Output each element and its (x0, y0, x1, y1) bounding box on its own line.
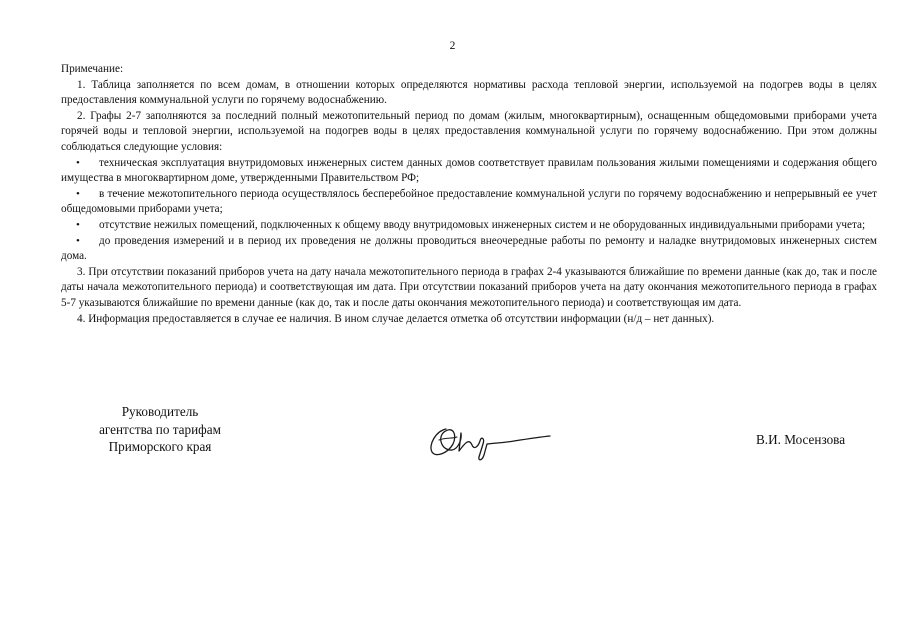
bullet-icon: • (76, 218, 80, 231)
bullet-icon: • (76, 187, 80, 200)
notes-section (61, 62, 877, 327)
bullet-item (61, 187, 877, 218)
bullet-text: отсутствие нежилых помещений, подключенных к общему вводу внутридомовых инженерных систем и не оборудованных индивидуальными приборами учета; (99, 218, 866, 231)
handwritten-signature (424, 415, 552, 465)
bullet-text: в течение межотопительного периода осуществлялось бесперебойное предоставление коммунальной услуги по горячему водоснабжению и непрерывный ее учет общедомовыми приборами учета; (61, 187, 877, 216)
signatory-title (80, 403, 240, 456)
bullet-icon: • (76, 234, 80, 247)
bullet-item (61, 234, 877, 265)
bullet-text: до проведения измерений и в период их проведения не должны проводиться внеочередные работы по ремонту и наладке внутридомовых инженерных систем дома. (61, 234, 877, 263)
bullet-text: техническая эксплуатация внутридомовых инженерных систем данных домов соответствует правилам пользования жилыми помещениями и содержания общего имущества в многоквартирном доме, утвержденными Правительством РФ; (61, 156, 877, 185)
signatory-title-line-3: Приморского края (108, 439, 212, 454)
signatory-title-line-2: агентства по тарифам (99, 421, 221, 437)
note-item-3: 3. При отсутствии показаний приборов учета на дату начала межотопительного периода в графах 2-4 указываются ближайшие по времени данные (как до, так и после даты начала межотопительного периода) и соответствующая им дата. При отсутствии показаний приборов учета на дату окончания межотопительного периода в графах 5-7 указываются ближайшие по времени данные (как до, так и после даты окончания межотопительного периода) и соответствующая им дата. (61, 265, 877, 309)
signer-name: В.И. Мосензова (756, 432, 846, 447)
bullet-icon: • (76, 156, 80, 169)
signatory-title-line-1: Руководитель (121, 404, 199, 419)
bullet-item (61, 156, 877, 187)
page-number: 2 (449, 40, 456, 52)
note-item-2: 2. Графы 2-7 заполняются за последний полный межотопительный период по домам (жилым, многоквартирным), оснащенным общедомовыми приборами учета горячей воды и тепловой энергии, используемой на подогрев воды в целях предоставления коммунальной услуги по горячему водоснабжению. При этом должны соблюдаться следующие условия: (61, 109, 877, 153)
notes-heading: Примечание: (61, 63, 124, 75)
note-item-1: 1. Таблица заполняется по всем домам, в отношении которых определяются нормативы расхода тепловой энергии, используемой на подогрев воды в целях предоставления коммунальной услуги по горячему водоснабжению. (61, 78, 877, 107)
note-item-4: 4. Информация предоставляется в случае ее наличия. В ином случае делается отметка об отсутствии информации (н/д – нет данных). (77, 312, 715, 325)
bullet-item (61, 218, 877, 234)
